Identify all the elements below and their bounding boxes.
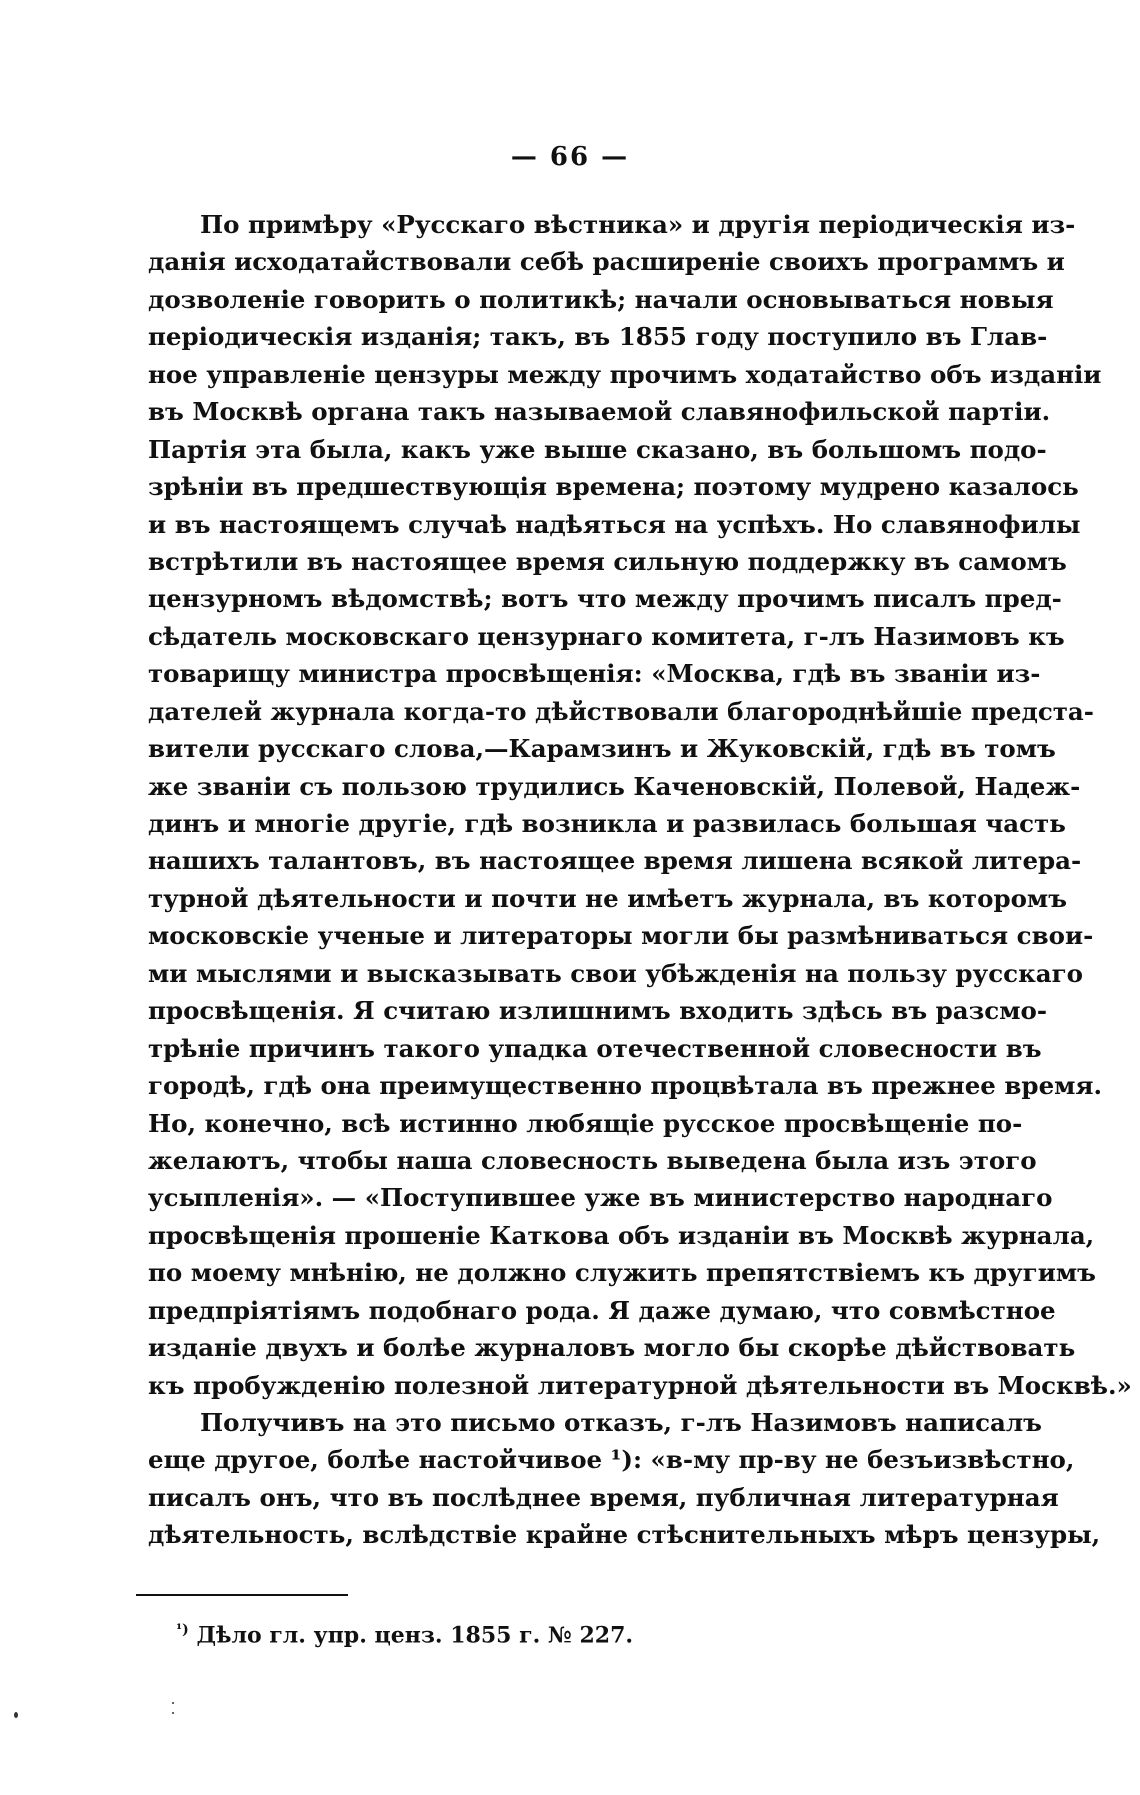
text-line: нашихъ талантовъ, въ настоящее время лишена всякой литера-	[148, 846, 1082, 876]
text-line: турной дѣятельности и почти не имѣетъ журнала, въ которомъ	[148, 883, 1068, 913]
page-number: — 66 —	[510, 142, 630, 172]
text-line: данія исходатайствовали себѣ расширеніе своихъ программъ и	[148, 247, 1065, 277]
text-line: сѣдатель московскаго цензурнаго комитета, г-лъ Назимовъ къ	[148, 621, 1065, 651]
text-line: динъ и многіе другіе, гдѣ возникла и развилась большая часть	[148, 809, 1066, 838]
text-line: ное управленіе цензуры между прочимъ ходатайство объ изданіи	[148, 359, 1102, 389]
body-text	[148, 206, 1132, 1554]
scan-speck	[14, 1712, 18, 1718]
text-line: изданіе двухъ и болѣе журналовъ могло бы скорѣе дѣйствовать	[148, 1333, 1076, 1363]
text-line: цензурномъ вѣдомствѣ; вотъ что между прочимъ писалъ пред-	[148, 584, 1062, 614]
text-line: трѣніе причинъ такого упадка отечественной словесности въ	[148, 1033, 1042, 1063]
text-line: Получивъ на это письмо отказъ, г-лъ Назимовъ написалъ	[200, 1408, 1042, 1437]
text-line: писалъ онъ, что въ послѣднее время, публичная литературная	[148, 1482, 1059, 1512]
text-line: къ пробужденію полезной литературной дѣятельности въ Москвѣ.»	[148, 1370, 1132, 1400]
text-line: дѣятельность, вслѣдствіе крайне стѣснительныхъ мѣръ цензуры,	[148, 1520, 1101, 1550]
text-line: и въ настоящемъ случаѣ надѣяться на успѣхъ. Но славянофилы	[148, 509, 1081, 539]
text-line: періодическія изданія; такъ, въ 1855 году поступило въ Глав-	[148, 322, 1048, 352]
text-line: Партія эта была, какъ уже выше сказано, въ большомъ подо-	[148, 434, 1047, 464]
footnote	[176, 1622, 633, 1648]
text-line: московскіе ученые и литераторы могли бы размѣниваться свои-	[148, 921, 1094, 951]
text-line: еще другое, болѣе настойчивое ¹): «в-му пр-ву не безъизвѣстно,	[148, 1445, 1075, 1475]
text-line: городѣ, гдѣ она преимущественно процвѣтала въ прежнее время.	[148, 1071, 1103, 1101]
text-line: По примѣру «Русскаго вѣстника» и другія періодическія из-	[200, 210, 1076, 239]
text-line: предпріятіямъ подобнаго рода. Я даже думаю, что совмѣстное	[148, 1295, 1056, 1325]
footnote-marker: ¹)	[176, 1622, 189, 1638]
text-line: усыпленія». — «Поступившее уже въ министерство народнаго	[148, 1183, 1053, 1213]
footnote-divider	[136, 1594, 348, 1596]
text-line: же званіи съ пользою трудились Каченовскій, Полевой, Надеж-	[148, 771, 1081, 801]
footnote-text: Дѣло гл. упр. ценз. 1855 г. № 227.	[196, 1622, 634, 1649]
text-line: желаютъ, чтобы наша словесность выведена была изъ этого	[148, 1145, 1037, 1175]
text-line: по моему мнѣнію, не должно служить препятствіемъ къ другимъ	[148, 1258, 1096, 1288]
text-line: дозволеніе говорить о политикѣ; начали основываться новыя	[148, 284, 1054, 314]
text-line: дателей журнала когда-то дѣйствовали благороднѣйшіе предста-	[148, 696, 1094, 726]
text-line: зрѣніи въ предшествующія времена; поэтому мудрено казалось	[148, 472, 1079, 502]
scan-speck	[172, 1702, 174, 1704]
text-line: въ Москвѣ органа такъ называемой славянофильской партіи.	[148, 397, 1051, 427]
text-line: товарищу министра просвѣщенія: «Москва, гдѣ въ званіи из-	[148, 659, 1041, 689]
text-line: ми мыслями и высказывать свои убѣжденія на пользу русскаго	[148, 958, 1083, 988]
text-line: просвѣщенія прошеніе Каткова объ изданіи въ Москвѣ журнала,	[148, 1220, 1095, 1250]
text-line: встрѣтили въ настоящее время сильную поддержку въ самомъ	[148, 546, 1067, 576]
text-line: просвѣщенія. Я считаю излишнимъ входить здѣсь въ разсмо-	[148, 996, 1047, 1026]
text-line: Но, конечно, всѣ истинно любящіе русское просвѣщеніе по-	[148, 1108, 1023, 1138]
text-line: вители русскаго слова,—Карамзинъ и Жуковскій, гдѣ въ томъ	[148, 734, 1056, 764]
scan-speck	[172, 1712, 174, 1714]
